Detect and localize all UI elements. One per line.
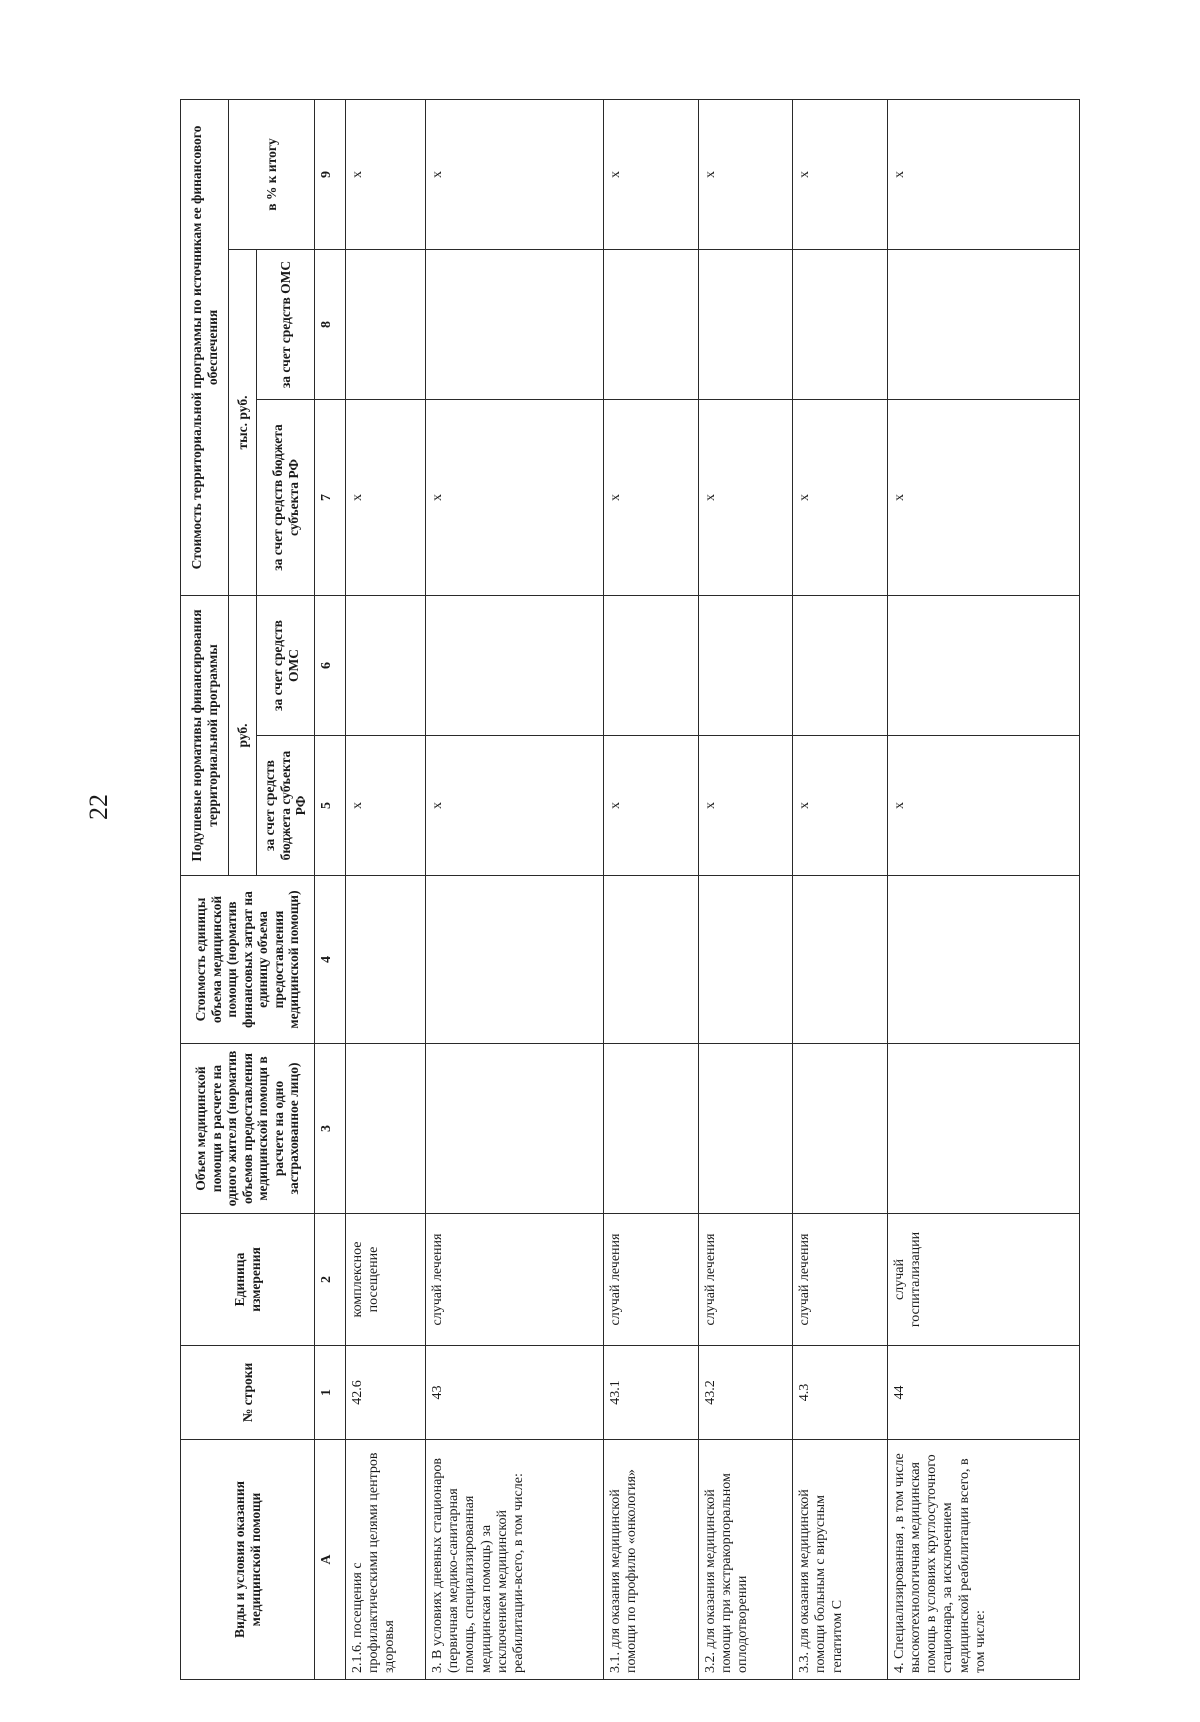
header-norms-oms: за счет средств ОМС [257,596,315,736]
row-norm-oms [345,596,426,736]
row-unit-cost [888,876,1080,1044]
row-unit-cost [793,876,888,1044]
row-volume [888,1044,1080,1214]
row-cost-budget: х [345,400,426,596]
row-line-number: 44 [888,1346,1080,1440]
row-name: 3.2. для оказания медицинской помощи при экстракорпоральном оплодотворении [698,1440,793,1680]
row-norm-oms [603,596,698,736]
row-name: 2.1.6. посещения с профилактическими целями центров здоровья [345,1440,426,1680]
row-norm-budget: х [698,736,793,876]
header-cost-oms: за счет средств ОМС [257,250,315,400]
row-unit: случай госпитализации [888,1214,1080,1346]
header-cost-unit: тыс. руб. [229,250,257,596]
row-volume [426,1044,604,1214]
row-norm-budget: х [793,736,888,876]
column-number: 7 [315,400,346,596]
row-cost-oms [698,250,793,400]
row-percent: х [888,99,1080,249]
header-program-cost: Стоимость территориальной программы по источникам ее финансового обеспечения [181,99,229,595]
row-line-number: 4.3 [793,1346,888,1440]
row-norm-budget: х [603,736,698,876]
column-number: 4 [315,876,346,1044]
row-unit: случай лечения [793,1214,888,1346]
row-cost-budget: х [888,400,1080,596]
column-number: 6 [315,596,346,736]
row-norm-budget: х [426,736,604,876]
header-per-capita-norms: Подушевые нормативы финансирования территориальной программы [181,596,229,876]
row-line-number: 43.2 [698,1346,793,1440]
header-unit-cost: Стоимость единицы объема медицинской помощи (норматив финансовых затрат на единицу объема предоставления медицинской помощи) [181,876,315,1044]
row-unit: случай лечения [426,1214,604,1346]
table-row [603,99,698,1679]
row-volume [345,1044,426,1214]
row-cost-oms [603,250,698,400]
row-norm-budget: х [888,736,1080,876]
table-row [793,99,888,1679]
header-line-number: № строки [181,1346,315,1440]
header-volume: Объем медицинской помощи в расчете на одного жителя (норматив объемов предоставления медицинской помощи в расчете на одно застрахованное лицо) [181,1044,315,1214]
row-norm-budget: х [345,736,426,876]
row-unit: комплексное посещение [345,1214,426,1346]
row-cost-budget: х [603,400,698,596]
row-volume [698,1044,793,1214]
table-row [888,99,1080,1679]
column-number: 3 [315,1044,346,1214]
header-unit: Единица измерения [181,1214,315,1346]
row-percent: х [698,99,793,249]
row-percent: х [345,99,426,249]
table-row [426,99,604,1679]
row-unit: случай лечения [603,1214,698,1346]
row-unit-cost [426,876,604,1044]
row-line-number: 43 [426,1346,604,1440]
row-norm-oms [888,596,1080,736]
row-cost-budget: х [793,400,888,596]
row-line-number: 42.6 [345,1346,426,1440]
row-unit-cost [603,876,698,1044]
row-name: 3. В условиях дневных стационаров (первичная медико-санитарная помощь, специализированная медицинская помощь) за исключением медицинской реабилитации-всего, в том числе: [426,1440,604,1680]
row-volume [793,1044,888,1214]
row-unit-cost [345,876,426,1044]
header-norms-budget: за счет средств бюджета субъекта РФ [257,736,315,876]
column-number: 9 [315,99,346,249]
header-types-of-care: Виды и условия оказания медицинской помощи [181,1440,315,1680]
row-name: 4. Специализированная , в том числе высокотехнологичная медицинская помощь в условиях круглосуточного стационара, за исключением медицинской реабилитации всего, в том числе: [888,1440,1080,1680]
row-volume [603,1044,698,1214]
rotated-sheet [180,100,1080,1680]
column-number-row [315,99,346,1679]
column-number: 8 [315,250,346,400]
row-cost-oms [888,250,1080,400]
row-cost-oms [793,250,888,400]
column-number: 2 [315,1214,346,1346]
row-percent: х [603,99,698,249]
column-number: 1 [315,1346,346,1440]
header-percent-total: в % к итогу [229,99,315,249]
row-norm-oms [793,596,888,736]
row-unit: случай лечения [698,1214,793,1346]
header-cost-budget: за счет средств бюджета субъекта РФ [257,400,315,596]
row-norm-oms [698,596,793,736]
row-line-number: 43.1 [603,1346,698,1440]
header-norms-unit: руб. [229,596,257,876]
row-norm-oms [426,596,604,736]
row-name: 3.3. для оказания медицинской помощи больным с вирусным гепатитом С [793,1440,888,1680]
page-number: 22 [84,794,113,820]
row-cost-budget: х [426,400,604,596]
row-cost-oms [426,250,604,400]
table-row [698,99,793,1679]
row-name: 3.1. для оказания медицинской помощи по профилю «онкология» [603,1440,698,1680]
row-unit-cost [698,876,793,1044]
row-cost-budget: х [698,400,793,596]
financing-table [180,99,1080,1680]
row-percent: х [426,99,604,249]
row-percent: х [793,99,888,249]
row-cost-oms [345,250,426,400]
table-row [345,99,426,1679]
column-number: 5 [315,736,346,876]
column-number: А [315,1440,346,1680]
